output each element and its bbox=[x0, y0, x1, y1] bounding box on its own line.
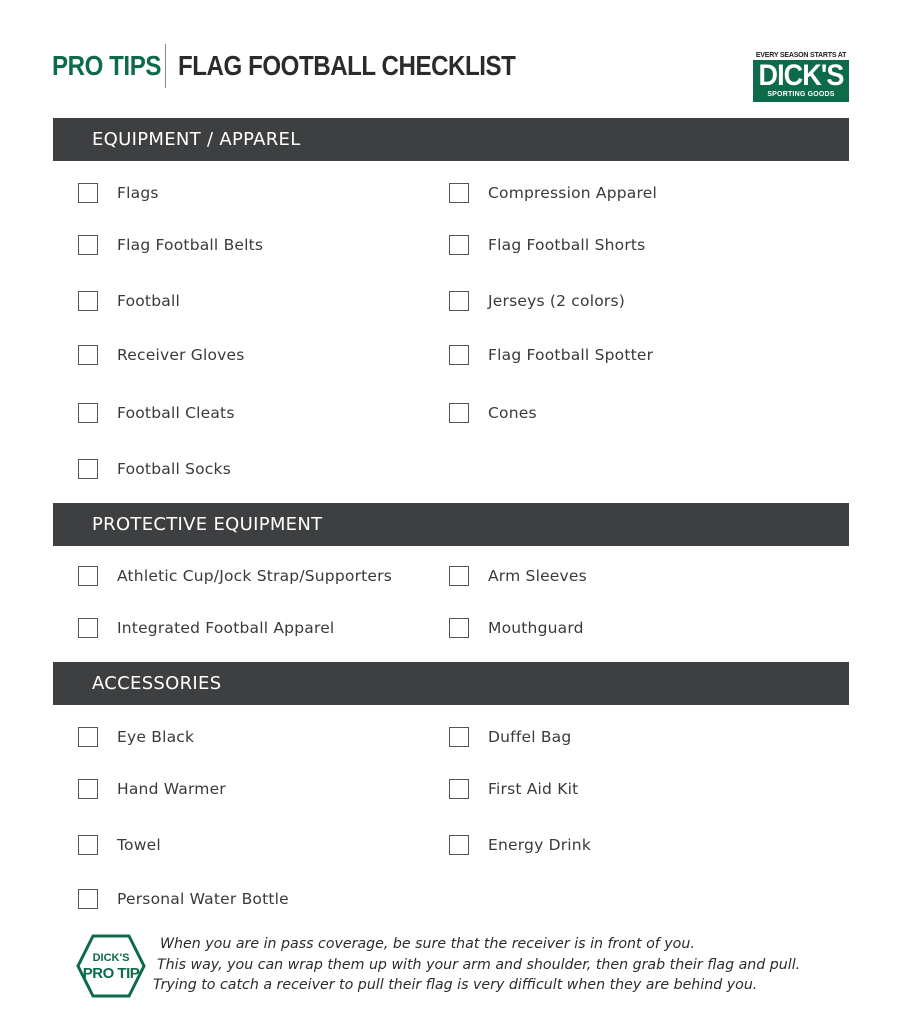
checkbox[interactable] bbox=[449, 618, 469, 638]
logo-box bbox=[753, 60, 849, 102]
checkbox[interactable] bbox=[449, 779, 469, 799]
page-title: FLAG FOOTBALL CHECKLIST bbox=[178, 50, 516, 81]
pro-tip-text bbox=[152, 934, 852, 996]
item-label: Towel bbox=[117, 836, 161, 854]
checkbox[interactable] bbox=[78, 618, 98, 638]
checklist-item[interactable] bbox=[78, 725, 194, 749]
checklist-item[interactable] bbox=[449, 777, 578, 801]
checkbox[interactable] bbox=[78, 889, 98, 909]
checklist-item[interactable] bbox=[78, 233, 263, 257]
section-title: ACCESSORIES bbox=[92, 673, 222, 694]
item-label: Flag Football Shorts bbox=[488, 236, 646, 254]
checkbox[interactable] bbox=[78, 183, 98, 203]
checklist-item[interactable] bbox=[78, 616, 334, 640]
checklist-item[interactable] bbox=[449, 181, 657, 205]
pro-tips-label: PRO TIPS bbox=[52, 50, 161, 81]
item-label: Flag Football Belts bbox=[117, 236, 264, 254]
checkbox[interactable] bbox=[78, 459, 98, 479]
badge-line2: PRO TIP bbox=[82, 965, 140, 982]
checklist-item[interactable] bbox=[78, 887, 289, 911]
checklist-item[interactable] bbox=[449, 564, 587, 588]
checklist-item[interactable] bbox=[78, 181, 159, 205]
tip-line: When you are in pass coverage, be sure that the receiver is in front of you. bbox=[160, 936, 695, 952]
item-label: Flag Football Spotter bbox=[488, 346, 654, 364]
item-label: Jerseys (2 colors) bbox=[488, 292, 625, 310]
checkbox[interactable] bbox=[449, 403, 469, 423]
checkbox[interactable] bbox=[78, 345, 98, 365]
checkbox[interactable] bbox=[449, 566, 469, 586]
checklist-item[interactable] bbox=[78, 401, 235, 425]
item-label: Football Cleats bbox=[117, 404, 235, 422]
badge-line1: DICK'S bbox=[92, 952, 130, 964]
checklist-item[interactable] bbox=[449, 289, 625, 313]
checkbox[interactable] bbox=[78, 779, 98, 799]
checklist-item[interactable] bbox=[449, 833, 591, 857]
page-header bbox=[52, 44, 570, 88]
checklist-item[interactable] bbox=[449, 343, 653, 367]
logo-name: DICK'S bbox=[758, 59, 844, 92]
checklist-item[interactable] bbox=[449, 616, 584, 640]
item-label: Football bbox=[117, 292, 180, 310]
item-label: Football Socks bbox=[117, 460, 231, 478]
checkbox[interactable] bbox=[449, 183, 469, 203]
logo-tagline: EVERY SEASON STARTS AT bbox=[755, 52, 847, 59]
item-label: Athletic Cup/Jock Strap/Supporters bbox=[117, 567, 392, 585]
item-label: Arm Sleeves bbox=[488, 567, 587, 585]
section-header-accessories bbox=[53, 662, 849, 705]
checklist-item[interactable] bbox=[449, 725, 571, 749]
item-label: Cones bbox=[488, 404, 537, 422]
dicks-logo bbox=[753, 52, 849, 102]
checklist-item[interactable] bbox=[449, 401, 537, 425]
tip-line: This way, you can wrap them up with your arm and shoulder, then grab their flag and pull. bbox=[157, 956, 801, 973]
checkbox[interactable] bbox=[78, 403, 98, 423]
item-label: Mouthguard bbox=[488, 619, 584, 637]
item-label: Integrated Football Apparel bbox=[117, 619, 335, 637]
checkbox[interactable] bbox=[449, 835, 469, 855]
checklist-item[interactable] bbox=[78, 343, 245, 367]
checkbox[interactable] bbox=[78, 235, 98, 255]
section-title: EQUIPMENT / APPAREL bbox=[92, 129, 301, 150]
checklist-item[interactable] bbox=[449, 233, 645, 257]
section-header-protective bbox=[53, 503, 849, 546]
checkbox[interactable] bbox=[78, 835, 98, 855]
checkbox[interactable] bbox=[449, 235, 469, 255]
checklist-item[interactable] bbox=[78, 833, 161, 857]
item-label: Duffel Bag bbox=[488, 728, 572, 746]
header-divider bbox=[165, 44, 166, 88]
item-label: Flags bbox=[117, 184, 159, 202]
item-label: Compression Apparel bbox=[488, 184, 657, 202]
checkbox[interactable] bbox=[78, 566, 98, 586]
item-label: Hand Warmer bbox=[117, 780, 226, 798]
item-label: Receiver Gloves bbox=[117, 346, 245, 364]
checkbox[interactable] bbox=[449, 727, 469, 747]
checkbox[interactable] bbox=[78, 291, 98, 311]
item-label: Energy Drink bbox=[488, 836, 592, 854]
section-header-equipment bbox=[53, 118, 849, 161]
pro-tip-badge bbox=[76, 934, 146, 998]
item-label: Eye Black bbox=[117, 728, 195, 746]
logo-subtitle: SPORTING GOODS bbox=[767, 91, 835, 98]
checklist-item[interactable] bbox=[78, 564, 392, 588]
checkbox[interactable] bbox=[78, 727, 98, 747]
section-title: PROTECTIVE EQUIPMENT bbox=[92, 514, 323, 535]
checklist-item[interactable] bbox=[78, 457, 231, 481]
tip-line: Trying to catch a receiver to pull their flag is very difficult when they are behind you. bbox=[153, 977, 758, 993]
checkbox[interactable] bbox=[449, 345, 469, 365]
checklist-item[interactable] bbox=[78, 777, 226, 801]
checkbox[interactable] bbox=[449, 291, 469, 311]
item-label: Personal Water Bottle bbox=[117, 890, 289, 908]
checklist-item[interactable] bbox=[78, 289, 180, 313]
item-label: First Aid Kit bbox=[488, 780, 579, 798]
